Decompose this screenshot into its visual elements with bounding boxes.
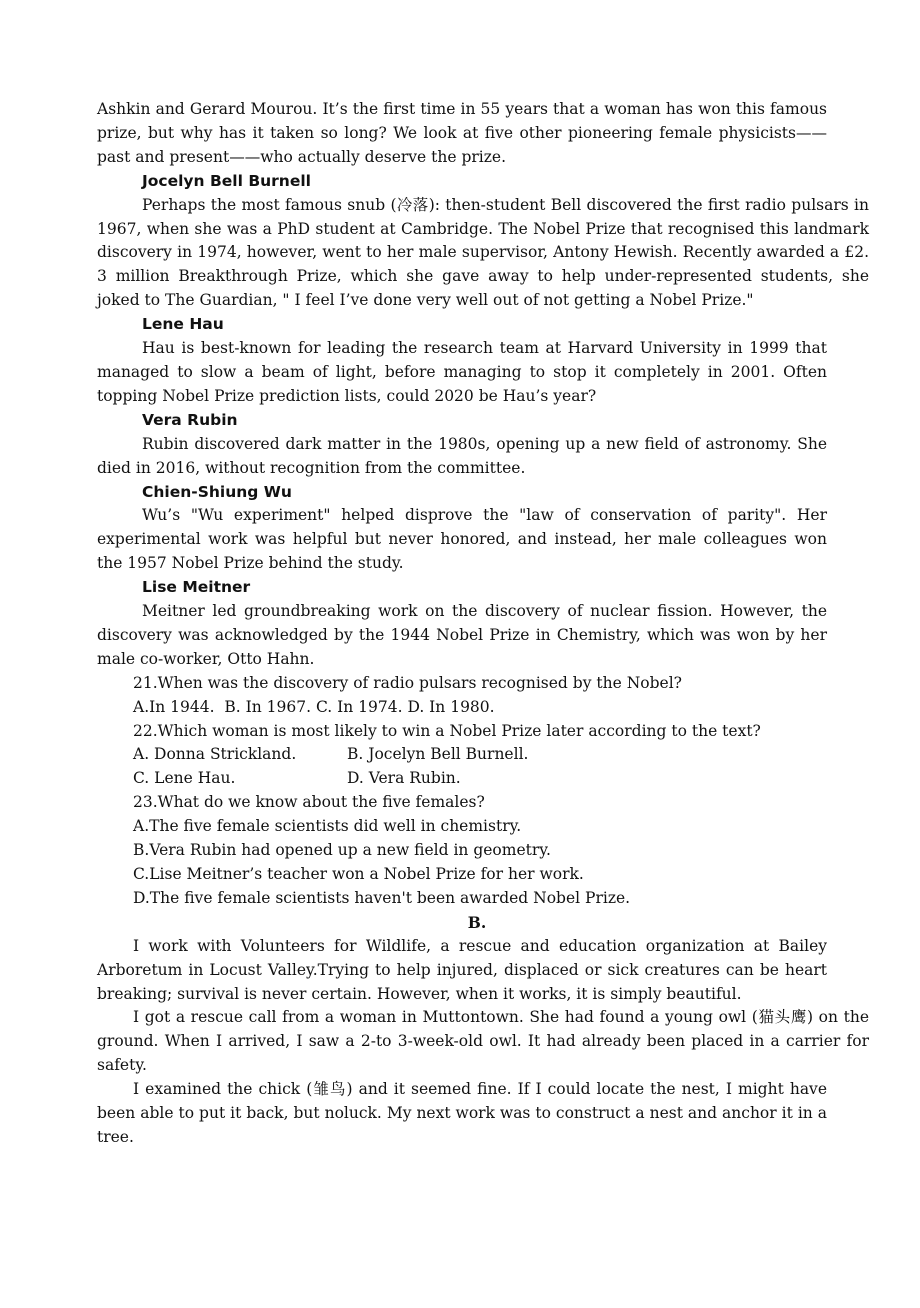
- physicist-section: [97, 313, 869, 409]
- physicist-section: [97, 481, 869, 577]
- question-stem: 21.When was the discovery of radio pulsars recognised by the Nobel?: [133, 673, 682, 692]
- section-heading: Chien-Shiung Wu: [142, 482, 292, 501]
- option-row: [97, 743, 869, 767]
- question-stem: 22.Which woman is most likely to win a Nobel Prize later according to the text?: [133, 721, 761, 740]
- section-heading: Lise Meitner: [142, 578, 251, 597]
- option-b: B.Vera Rubin had opened up a new field in geometry.: [133, 841, 551, 860]
- option-c: C. Lene Hau.: [133, 769, 236, 788]
- option-row: [97, 767, 869, 791]
- physicist-section: [97, 170, 869, 313]
- option-b: B. Jocelyn Bell Burnell.: [347, 745, 529, 764]
- intro-paragraph: Ashkin and Gerard Mourou. It’s the first time in 55 years that a woman has won this famous prize, but why has it taken so long? We look at five other pioneering female physicists——past and present——who actually deserve the prize.: [97, 100, 827, 166]
- option-d: D.The five female scientists haven't been awarded Nobel Prize.: [133, 888, 631, 907]
- question-stem: 23.What do we know about the five females?: [133, 793, 485, 812]
- physicist-section: [97, 576, 869, 672]
- question-22: [97, 720, 869, 792]
- section-b-title: B.: [467, 912, 487, 932]
- section-heading: Lene Hau: [142, 315, 224, 334]
- section-heading: Jocelyn Bell Burnell: [142, 171, 311, 190]
- physicist-section: [97, 409, 869, 481]
- passage-paragraph: I work with Volunteers for Wildlife, a rescue and education organization at Bailey Arboretum in Locust Valley.Trying to help injured, displaced or sick creatures can be heart breaking; survival is never certain. However, when it works, it is simply beautiful.: [97, 936, 827, 1003]
- passage-paragraph: I examined the chick (雏鸟) and it seemed fine. If I could locate the nest, I might have been able to put it back, but noluck. My next work was to construct a nest and anchor it in a tree.: [97, 1080, 827, 1146]
- question-21: [97, 672, 869, 720]
- passage-paragraph: I got a rescue call from a woman in Muttontown. She had found a young owl (猫头鹰) on the ground. When I arrived, I saw a 2-to 3-week-old owl. It had already been placed in a carrier for safety.: [97, 1008, 869, 1075]
- document-page: [97, 98, 869, 1150]
- question-options: A.In 1944. B. In 1967. C. In 1974. D. In 1980.: [133, 697, 495, 716]
- section-body: Perhaps the most famous snub (冷落): then-student Bell discovered the first radio pulsars in 1967, when she was a PhD student at Cambridge. The Nobel Prize that recognised this landmark discovery in 1974, however, went to her male supervisor, Antony Hewish. Recently awarded a £2. 3 million Breakthrough Prize, which she gave away to help under-represented students, she joked to The Guardian, " I feel I’ve done very well out of not getting a Nobel Prize.": [97, 195, 869, 310]
- section-heading: Vera Rubin: [142, 410, 238, 429]
- section-body: Rubin discovered dark matter in the 1980s, opening up a new field of astronomy. She died in 2016, without recognition from the committee.: [97, 434, 827, 477]
- question-23: [97, 791, 869, 911]
- option-d: D. Vera Rubin.: [347, 769, 461, 788]
- section-body: Wu’s "Wu experiment" helped disprove the "law of conservation of parity". Her experimental work was helpful but never honored, and instead, her male colleagues won the 1957 Nobel Prize behind the study.: [97, 506, 827, 573]
- option-a: A. Donna Strickland.: [133, 745, 297, 764]
- option-c: C.Lise Meitner’s teacher won a Nobel Prize for her work.: [133, 865, 584, 883]
- option-a: A.The five female scientists did well in chemistry.: [133, 817, 522, 836]
- section-body: Hau is best-known for leading the research team at Harvard University in 1999 that managed to slow a beam of light, before managing to stop it completely in 2001. Often topping Nobel Prize prediction lists, could 2020 be Hau’s year?: [97, 339, 827, 405]
- section-body: Meitner led groundbreaking work on the discovery of nuclear fission. However, the discovery was acknowledged by the 1944 Nobel Prize in Chemistry, which was won by her male co-worker, Otto Hahn.: [97, 602, 827, 668]
